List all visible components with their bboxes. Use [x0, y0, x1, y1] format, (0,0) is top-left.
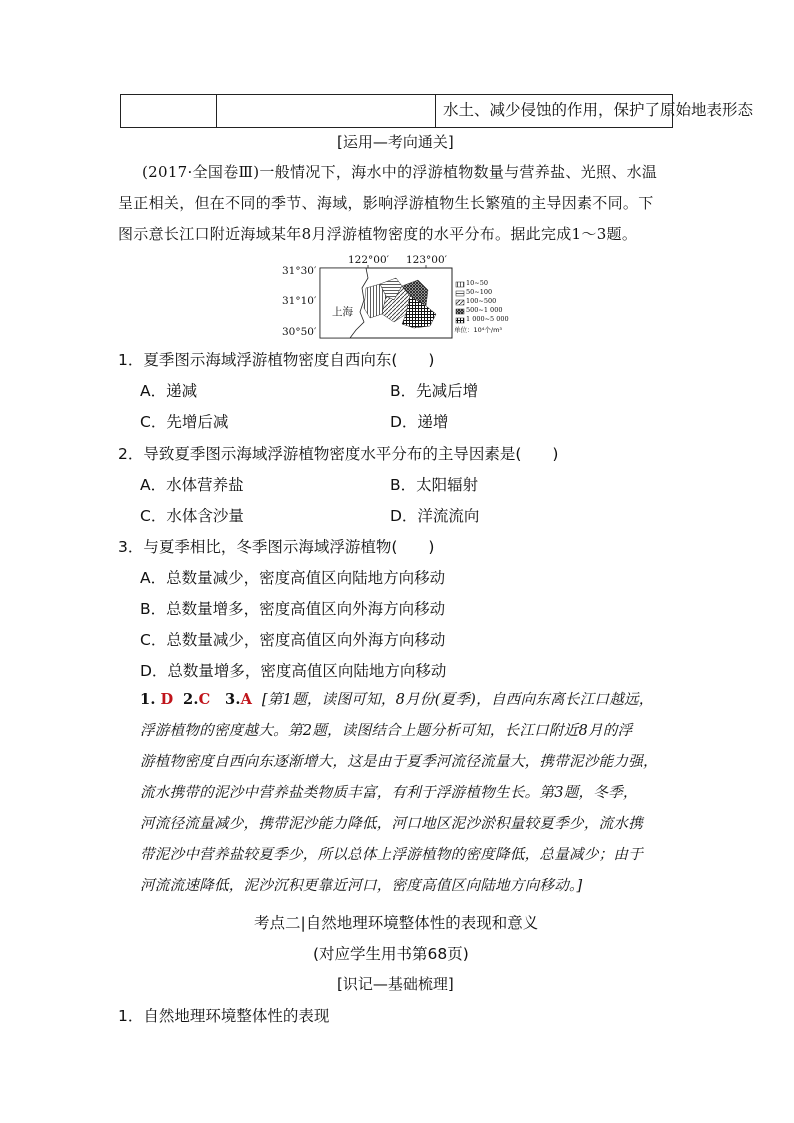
legend-label-3: 100~500: [466, 297, 497, 305]
table-cell-empty-1: [121, 95, 217, 127]
legend-label-4: 500~1 000: [466, 306, 503, 314]
legend-label-2: 50~100: [466, 288, 493, 296]
lat-label-3110: 31°10′: [282, 295, 317, 307]
section-2-item-1: 1．自然地理环境整体性的表现: [118, 1007, 330, 1025]
table-cell-empty-2: [217, 95, 436, 127]
legend-labels: [466, 279, 509, 324]
question-3-stem: 3．与夏季相比，冬季图示海域浮游植物( ): [118, 538, 435, 556]
lon-label-123: 123°00′: [406, 254, 448, 266]
legend-swatch-3: [456, 300, 464, 305]
answer-key-2: C: [198, 691, 211, 708]
intro-line-2: 呈正相关，但在不同的季节、海域，影响浮游植物生长繁殖的主导因素不同。下: [118, 194, 654, 212]
answer-line-6: 带泥沙中营养盐较夏季少，所以总体上浮游植物的密度降低，总量减少；由于: [140, 846, 643, 863]
q1-option-d: D．递增: [390, 413, 449, 431]
answer-line-4: 流水携带的泥沙中营养盐类物质丰富，有利于浮游植物生长。第3题，冬季，: [140, 784, 638, 801]
question-1-stem: 1．夏季图示海域浮游植物密度自西向东( ): [118, 351, 435, 369]
answer-num-3: 3.: [225, 691, 241, 708]
q2-option-b: B．太阳辐射: [390, 476, 479, 494]
question-2-stem: 2．导致夏季图示海域浮游植物密度水平分布的主导因素是( ): [118, 445, 559, 463]
answer-key-1: D: [160, 691, 174, 708]
legend-label-5: 1 000~5 000: [466, 315, 509, 323]
answer-line-7: 河流流速降低，泥沙沉积更靠近河口，密度高值区向陆地方向移动。]: [140, 877, 583, 894]
intro-line-1: (2017·全国卷Ⅲ)一般情况下，海水中的浮游植物数量与营养盐、光照、水温: [142, 163, 658, 181]
q1-option-b: B．先减后增: [390, 382, 479, 400]
section-heading-applied: [运用—考向通关]: [337, 133, 454, 151]
answer-num-2: 2.: [183, 691, 199, 708]
q3-option-d: D．总数量增多，密度高值区向陆地方向移动: [140, 662, 447, 680]
answer-line-3: 游植物密度自西向东逐渐增大，这是由于夏季河流径流量大，携带泥沙能力强，: [140, 753, 658, 770]
legend-unit: 单位：10⁴个/m³: [454, 326, 503, 334]
section-2-title: 考点二|自然地理环境整体性的表现和意义: [254, 914, 539, 932]
legend-swatch-1: [456, 282, 464, 287]
q1-option-a: A．递减: [140, 382, 198, 400]
legend-label-1: 10~50: [466, 279, 488, 287]
answer-num-1: 1.: [140, 691, 156, 708]
answer-key-3: A: [240, 691, 253, 708]
q3-option-c: C．总数量减少，密度高值区向外海方向移动: [140, 631, 446, 649]
q2-option-d: D．洋流流向: [390, 507, 480, 525]
answer-line-5: 河流径流量减少，携带泥沙能力降低，河口地区泥沙淤积量较夏季少，流水携: [140, 815, 643, 832]
lat-label-3130: 31°30′: [282, 265, 317, 277]
lon-label-122: 122°00′: [348, 254, 390, 266]
q1-option-c: C．先增后减: [140, 413, 229, 431]
q2-option-c: C．水体含沙量: [140, 507, 244, 525]
answer-line-2: 浮游植物的密度越大。第2题，读图结合上题分析可知，长江口附近8月的浮: [140, 722, 633, 739]
place-label-shanghai: 上海: [332, 306, 353, 318]
answer-first-line: [140, 684, 654, 715]
legend-swatch-4: [456, 309, 464, 314]
lat-label-3050: 30°50′: [282, 326, 317, 338]
q3-option-b: B．总数量增多，密度高值区向外海方向移动: [140, 600, 446, 618]
q3-option-a: A．总数量减少，密度高值区向陆地方向移动: [140, 569, 446, 587]
legend-swatch-2: [456, 291, 464, 296]
section-2-label: [识记—基础梳理]: [337, 975, 454, 993]
table-cell-text: 水土、减少侵蚀的作用，保护了原始地表形态: [443, 101, 754, 119]
q2-option-a: A．水体营养盐: [140, 476, 244, 494]
top-table: [120, 94, 754, 128]
legend-swatch-5: [456, 318, 464, 323]
section-2-subtitle: (对应学生用书第68页): [313, 945, 469, 963]
density-map-figure: [276, 256, 518, 340]
intro-line-3: 图示意长江口附近海域某年8月浮游植物密度的水平分布。据此完成1～3题。: [118, 225, 638, 243]
answer-text-first: [第1题，读图可知，8月份(夏季)，自西向东离长江口越远，: [261, 691, 654, 708]
